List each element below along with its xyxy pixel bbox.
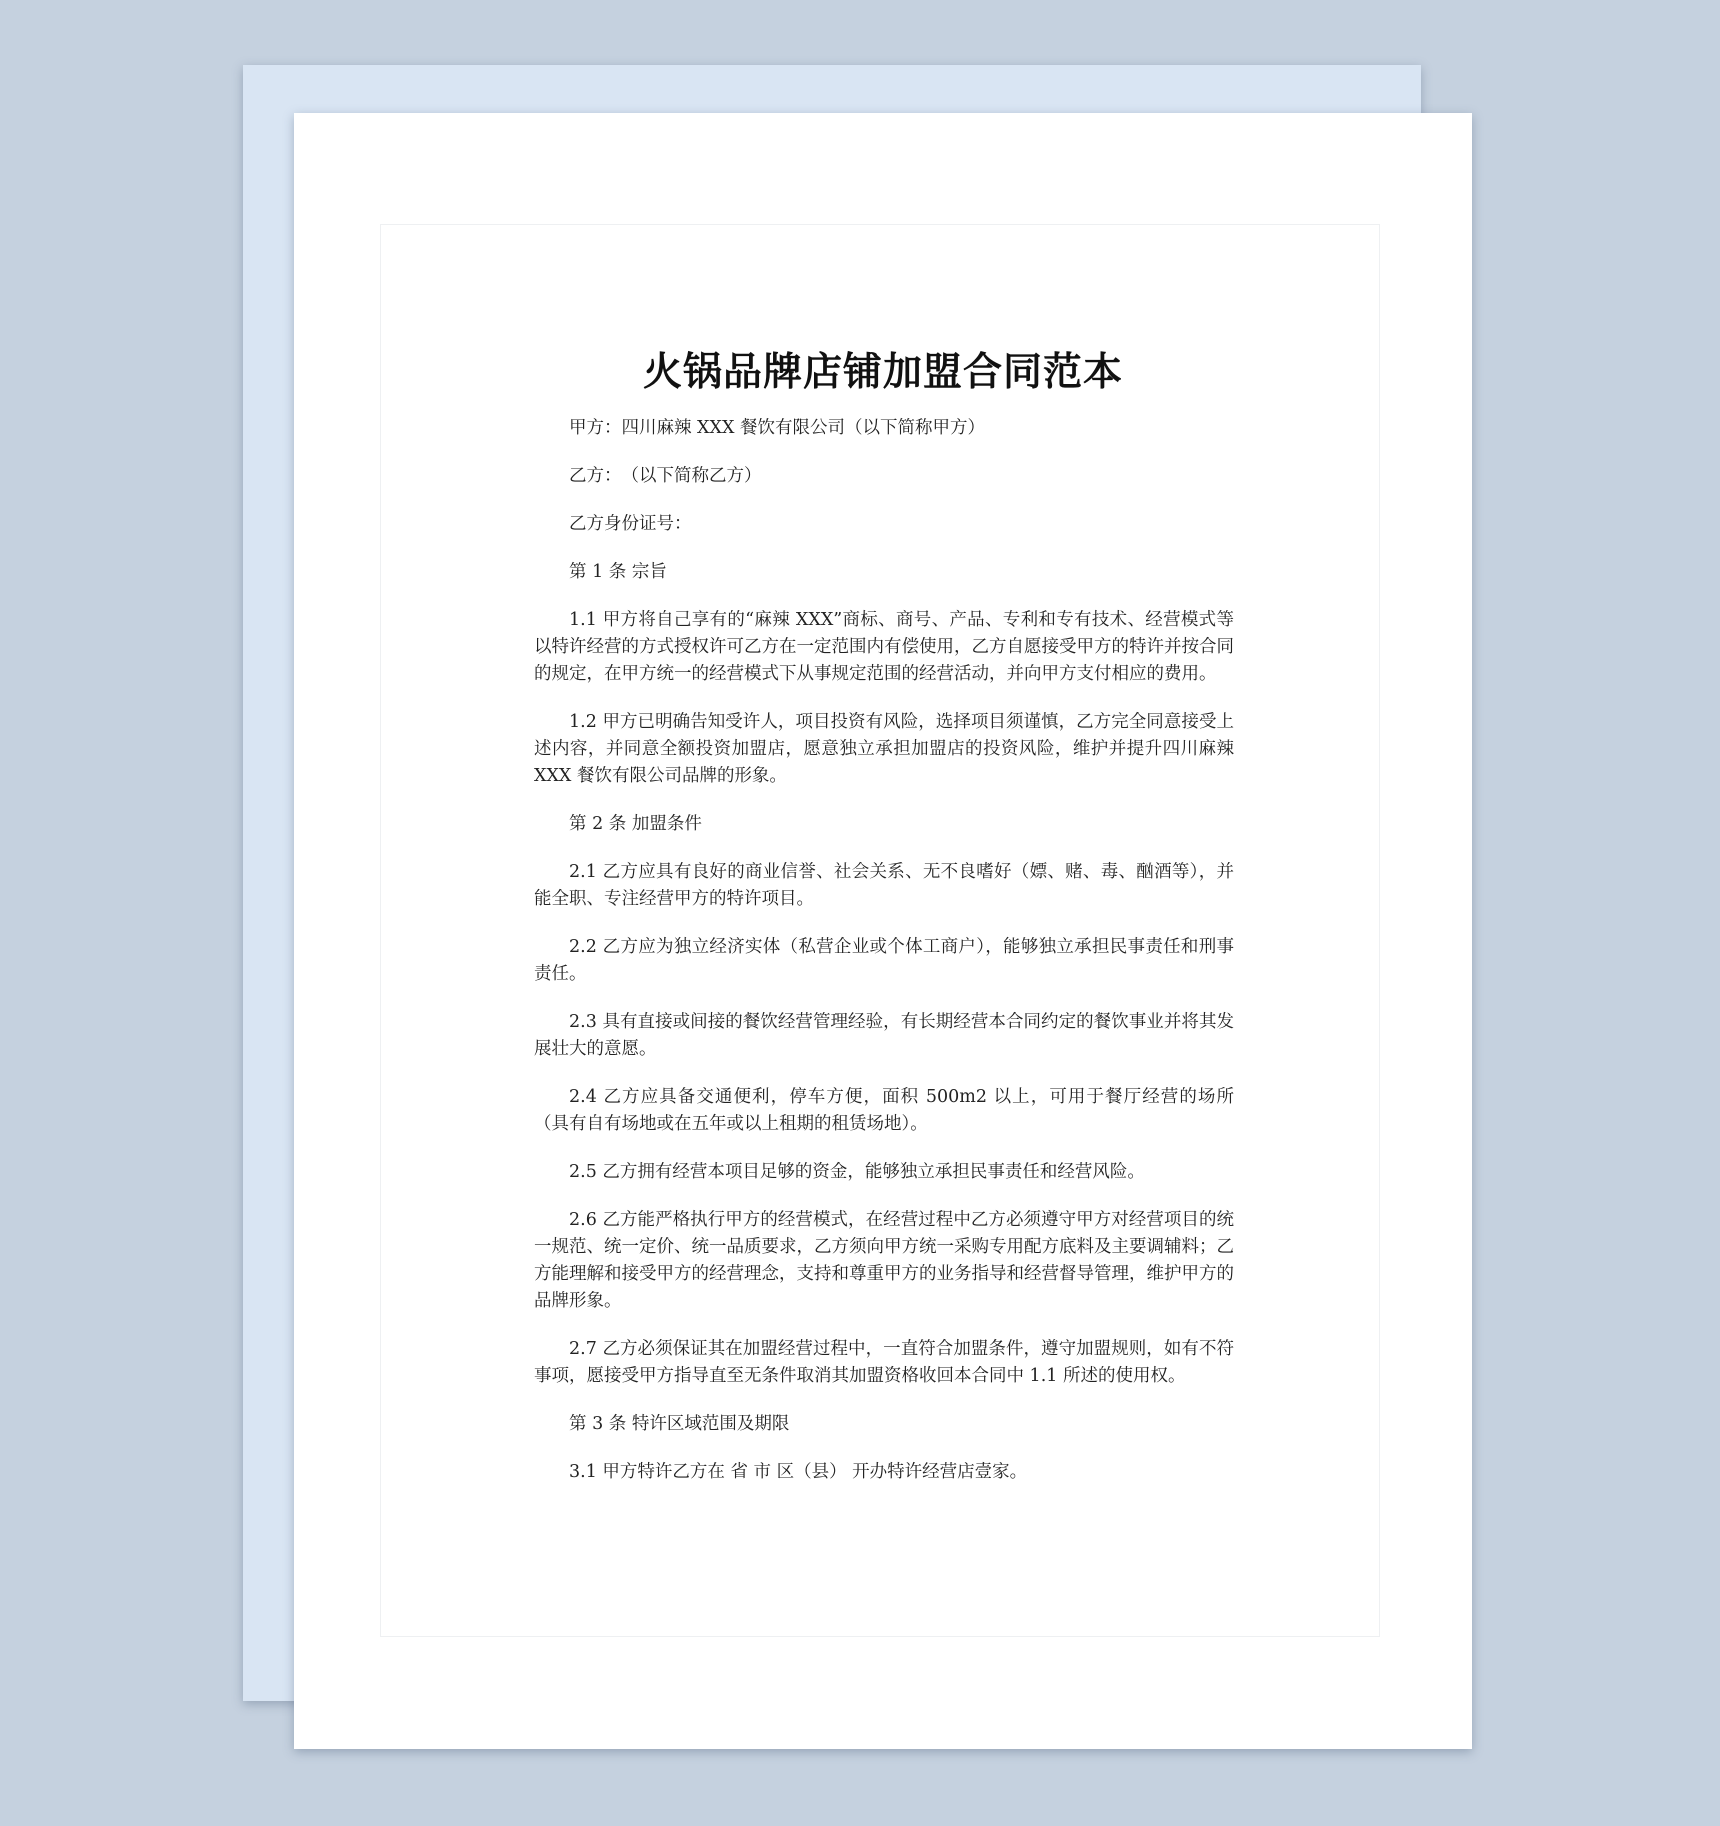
article-2-heading: 第 2 条 加盟条件 [569, 814, 702, 834]
clause-1-1: 1.1 甲方将自己享有的“麻辣 XXX”商标、商号、产品、专利和专有技术、经营模式等以特许经营的方式授权许可乙方在一定范围内有偿使用，乙方自愿接受甲方的特许并按合同的规定，在甲方统一的经营模式下从事规定范围的经营活动，并向甲方支付相应的费用。 [534, 610, 1234, 684]
clause-2-5: 2.5 乙方拥有经营本项目足够的资金，能够独立承担民事责任和经营风险。 [569, 1162, 1145, 1182]
party-a-line: 甲方：四川麻辣 XXX 餐饮有限公司（以下简称甲方） [569, 418, 985, 438]
clause-2-1: 2.1 乙方应具有良好的商业信誉、社会关系、无不良嗜好（嫖、赌、毒、酗酒等），并能全职、专注经营甲方的特许项目。 [534, 862, 1234, 909]
document-body [534, 415, 1234, 1507]
clause-1-2: 1.2 甲方已明确告知受许人，项目投资有风险，选择项目须谨慎，乙方完全同意接受上述内容，并同意全额投资加盟店，愿意独立承担加盟店的投资风险，维护并提升四川麻辣 XXX 餐饮有限公司品牌的形象。 [534, 712, 1234, 786]
article-1-heading: 第 1 条 宗旨 [569, 562, 667, 582]
clause-2-4: 2.4 乙方应具备交通便利，停车方便，面积 500m2 以上，可用于餐厅经营的场所（具有自有场地或在五年或以上租期的租赁场地）。 [534, 1087, 1234, 1134]
party-b-id-line: 乙方身份证号： [569, 514, 692, 534]
contract-page [294, 113, 1472, 1749]
party-b-line: 乙方： （以下简称乙方） [569, 466, 762, 486]
clause-2-2: 2.2 乙方应为独立经济实体（私营企业或个体工商户），能够独立承担民事责任和刑事责任。 [534, 937, 1234, 984]
clause-2-7: 2.7 乙方必须保证其在加盟经营过程中，一直符合加盟条件，遵守加盟规则，如有不符事项，愿接受甲方指导直至无条件取消其加盟资格收回本合同中 1.1 所述的使用权。 [534, 1339, 1234, 1386]
clause-2-6: 2.6 乙方能严格执行甲方的经营模式，在经营过程中乙方必须遵守甲方对经营项目的统一规范、统一定价、统一品质要求，乙方须向甲方统一采购专用配方底料及主要调辅料；乙方能理解和接受甲方的经营理念，支持和尊重甲方的业务指导和经营督导管理，维护甲方的品牌形象。 [534, 1210, 1234, 1311]
clause-3-1: 3.1 甲方特许乙方在 省 市 区（县） 开办特许经营店壹家。 [569, 1462, 1028, 1482]
document-title: 火锅品牌店铺加盟合同范本 [642, 349, 1123, 395]
article-3-heading: 第 3 条 特许区域范围及期限 [569, 1414, 790, 1434]
clause-2-3: 2.3 具有直接或间接的餐饮经营管理经验，有长期经营本合同约定的餐饮事业并将其发展壮大的意愿。 [534, 1012, 1234, 1059]
